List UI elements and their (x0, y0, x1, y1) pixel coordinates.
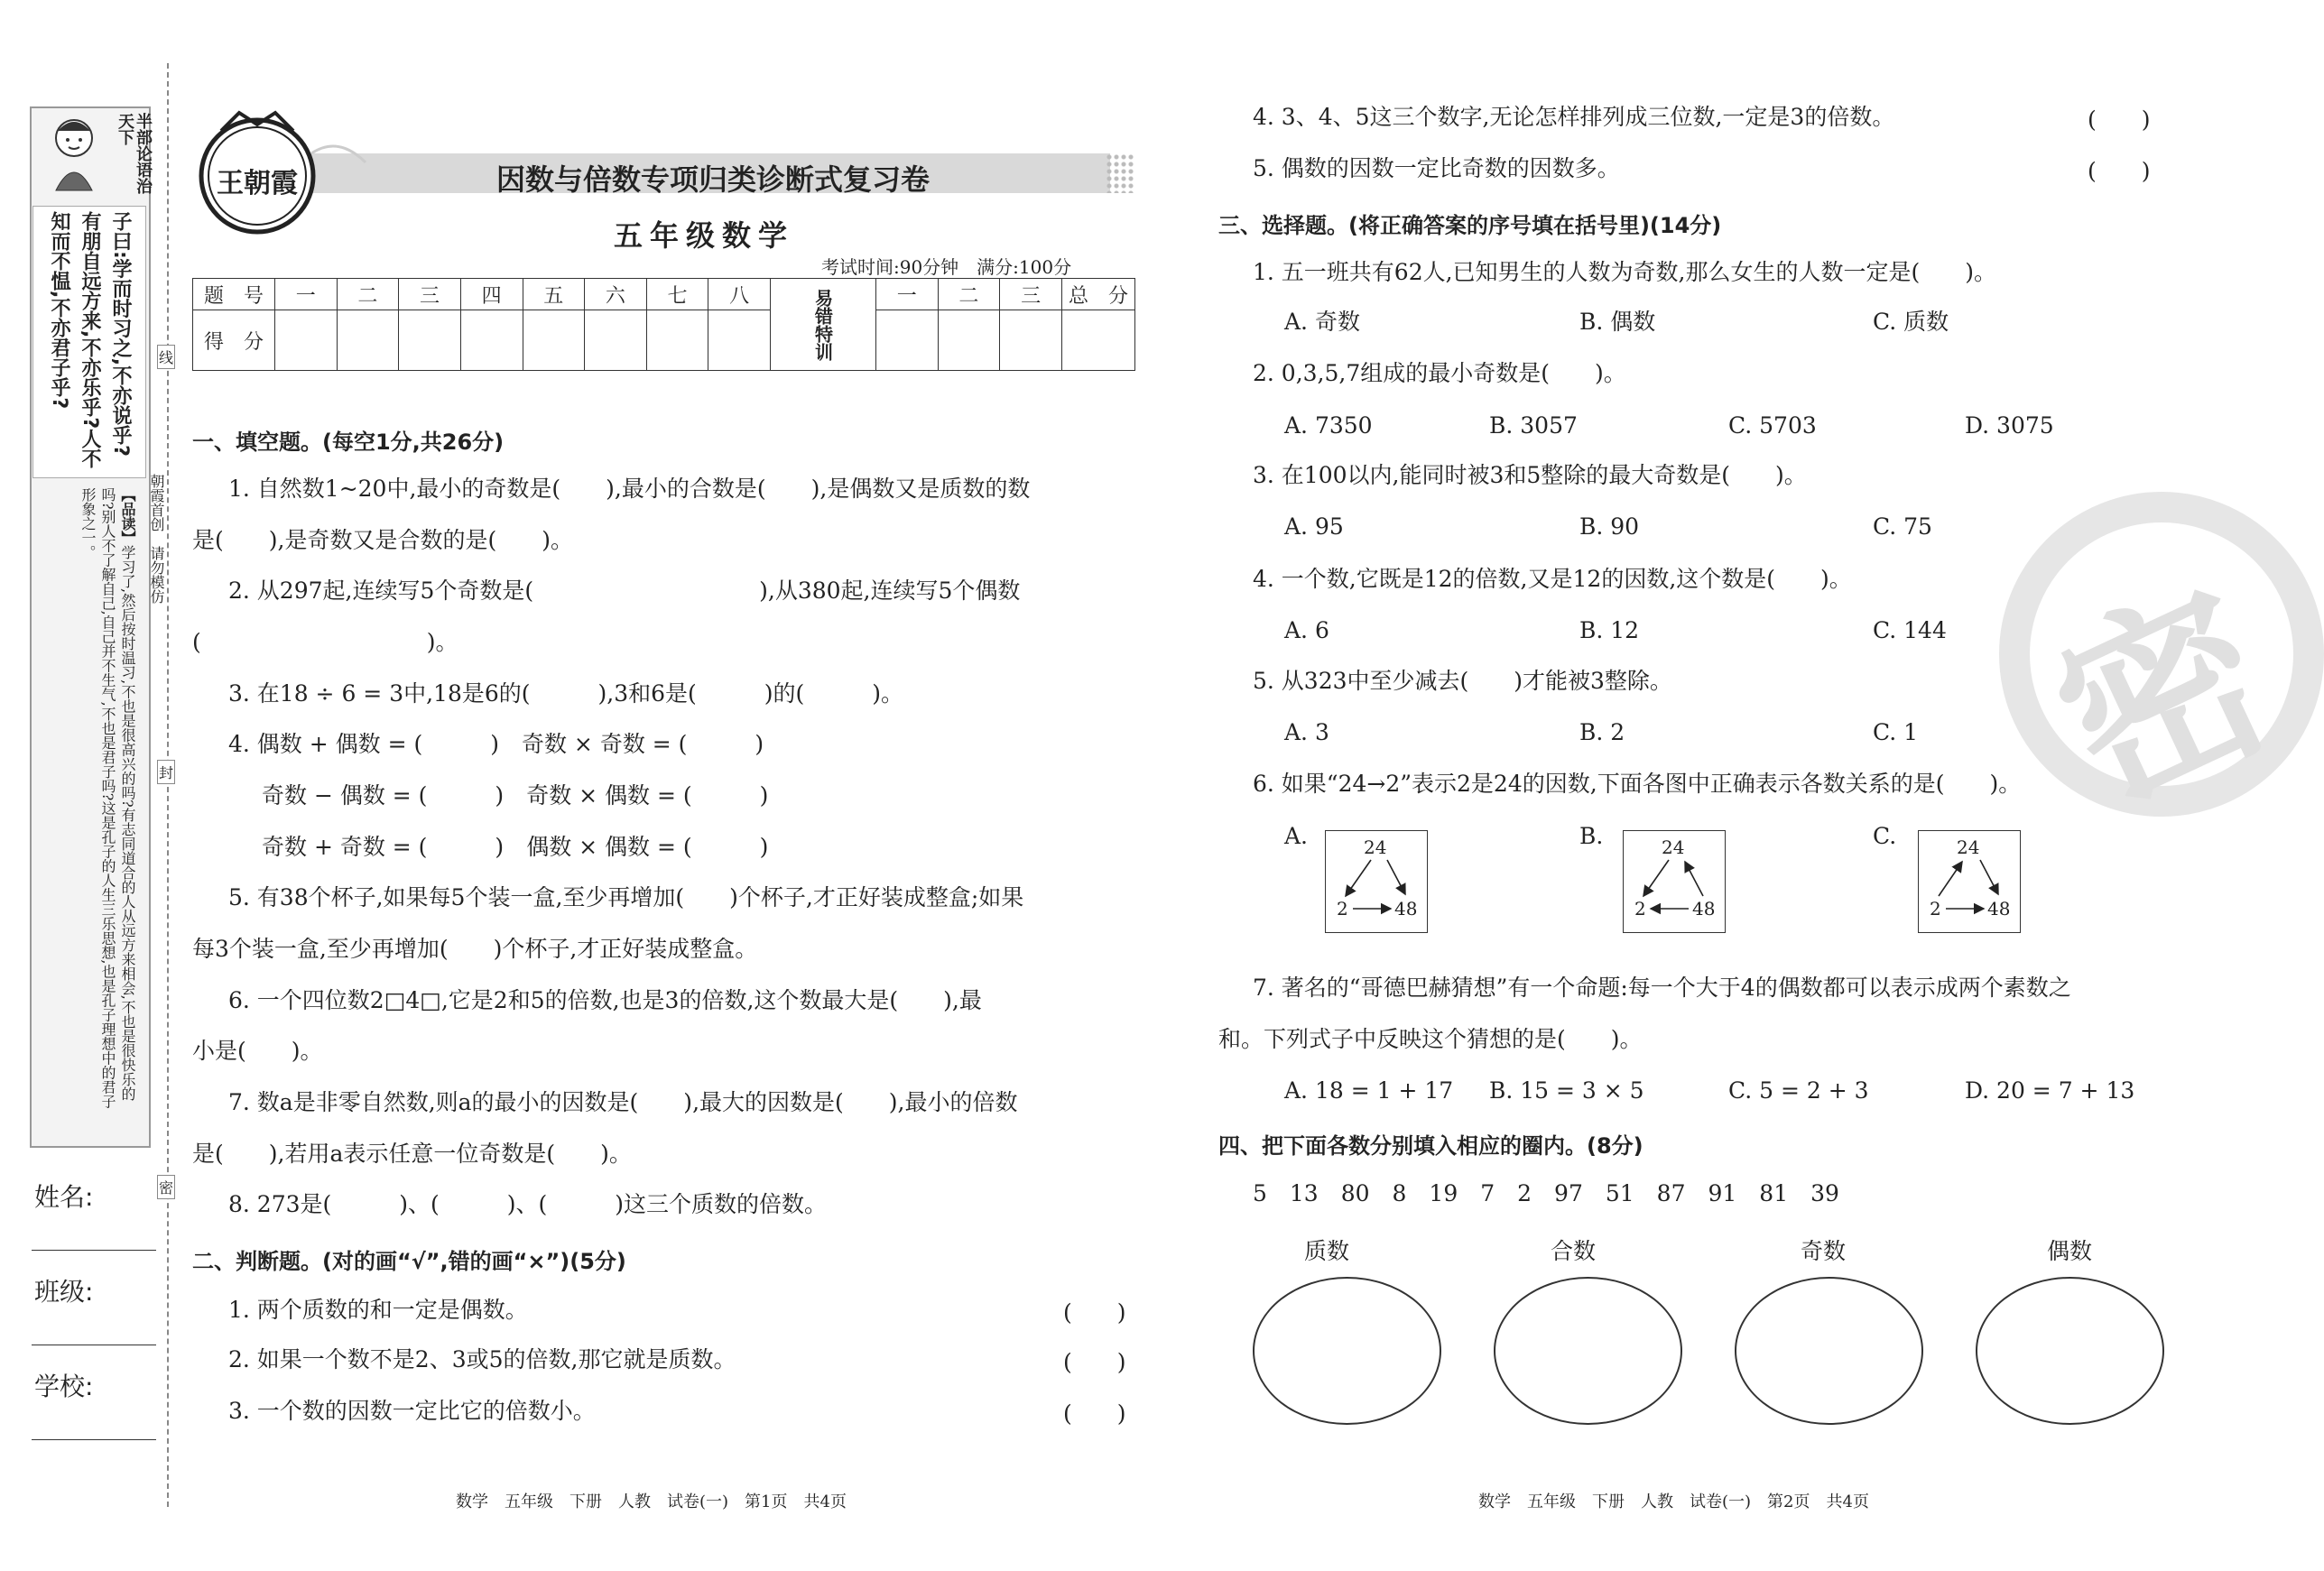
score-header-cell: 易错特训 (771, 279, 876, 371)
s3-q7-opt-a[interactable]: A. 18 = 1 + 17 (1284, 1077, 1454, 1104)
score-header-cell: 六 (585, 279, 647, 310)
diagram-a-left: 2 (1337, 898, 1348, 919)
s1-q2b: ( )。 (192, 629, 458, 655)
s3-q1-opt-b[interactable]: B. 偶数 (1579, 309, 1656, 335)
s3-q6-opt-b[interactable]: B. (1579, 823, 1604, 849)
school-field[interactable] (32, 1439, 156, 1440)
s2-answer-5[interactable]: ( ) (2088, 158, 2151, 184)
diagram-c (1918, 830, 2021, 933)
confucius-quote: 子曰:学而时习之,不亦说乎?有朋自远方来,不亦乐乎?人不知而不愠,不亦君子乎? (48, 211, 132, 469)
s2-item-2: 2. 如果一个数不是2、3或5的倍数,那它就是质数。 (228, 1346, 736, 1372)
s2-answer-2[interactable]: ( ) (1063, 1349, 1126, 1375)
s1-q1a: 1. 自然数1~20中,最小的奇数是( ),最小的合数是( ),是偶数又是质数的数 (228, 476, 1031, 502)
s3-q2-opt-b[interactable]: B. 3057 (1489, 412, 1578, 439)
s3-q7b: 和。下列式子中反映这个猜想的是( )。 (1218, 1026, 1643, 1052)
score-header-cell: 三 (1000, 279, 1062, 310)
score-header-cell: 五 (523, 279, 585, 310)
s3-q4-opt-b[interactable]: B. 12 (1579, 617, 1640, 643)
s1-q4c: 奇数 + 奇数 = ( ) 偶数 × 偶数 = ( ) (262, 834, 769, 860)
score-header-cell: 题 号 (193, 279, 275, 310)
score-header-cell: 二 (337, 279, 399, 310)
s2-item-5: 5. 偶数的因数一定比奇数的因数多。 (1253, 155, 1620, 181)
section4-title: 四、把下面各数分别填入相应的圈内。(8分) (1218, 1133, 1643, 1159)
s2-item-3: 3. 一个数的因数一定比它的倍数小。 (228, 1398, 596, 1424)
s1-q7b: 是( ),若用a表示任意一位奇数是( )。 (192, 1141, 632, 1167)
diagram-a-top: 24 (1364, 836, 1387, 858)
circle-label-even: 偶数 (2046, 1238, 2092, 1264)
footer-right: 数学 五年级 下册 人教 试卷(一) 第2页 共4页 (1478, 1492, 1869, 1511)
s3-q1-opt-c[interactable]: C. 质数 (1873, 309, 1949, 335)
score-cell[interactable] (1062, 310, 1135, 371)
s3-q7-opt-c[interactable]: C. 5 = 2 + 3 (1728, 1077, 1869, 1104)
subtitle: 五年级数学 (613, 218, 794, 253)
cut-mark-3: 密 (157, 1175, 175, 1199)
s3-q2-opt-d[interactable]: D. 3075 (1965, 412, 2054, 439)
s1-q5b: 每3个装一盒,至少再增加( )个杯子,才正好装成整盒。 (192, 936, 758, 962)
score-cell[interactable] (523, 310, 585, 371)
s3-q4: 4. 一个数,它既是12的倍数,又是12的因数,这个数是( )。 (1253, 566, 1852, 592)
score-header-cell: 一 (876, 279, 939, 310)
s1-q3: 3. 在18 ÷ 6 = 3中,18是6的( ),3和6是( )的( )。 (228, 680, 904, 707)
circle-even[interactable] (1976, 1277, 2164, 1425)
s1-q6a: 6. 一个四位数2□4□,它是2和5的倍数,也是3的倍数,这个数最大是( ),最 (228, 987, 982, 1013)
score-header-cell: 总 分 (1062, 279, 1135, 310)
s1-q5a: 5. 有38个杯子,如果每5个装一盒,至少再增加( )个杯子,才正好装成整盒;如果 (228, 884, 1024, 910)
mascot-avatar (38, 113, 110, 194)
s1-q4a: 4. 偶数 + 偶数 = ( ) 奇数 × 奇数 = ( ) (228, 731, 764, 757)
circle-odd[interactable] (1735, 1277, 1923, 1425)
score-cell[interactable] (275, 310, 338, 371)
s2-answer-4[interactable]: ( ) (2088, 106, 2151, 133)
class-label: 班级: (34, 1277, 94, 1307)
diagram-b-right: 48 (1692, 898, 1716, 919)
diagram-c-right: 48 (1987, 898, 2011, 919)
s3-q6-opt-c[interactable]: C. (1873, 823, 1897, 849)
s1-q1b: 是( ),是奇数又是合数的是( )。 (192, 527, 573, 553)
s3-q5: 5. 从323中至少减去( )才能被3整除。 (1253, 668, 1672, 694)
reading-label: 【品读】 (119, 487, 136, 545)
s3-q3-opt-b[interactable]: B. 90 (1579, 513, 1640, 540)
s3-q5-opt-b[interactable]: B. 2 (1579, 719, 1625, 745)
diagram-a-right: 48 (1394, 898, 1418, 919)
s1-q8: 8. 273是( )、( )、( )这三个质数的倍数。 (228, 1191, 828, 1217)
reading-text: 【品读】学习了,然后按时温习,不也是很高兴的吗?有志同道合的人从远方来相会,不也是很快乐的吗?别人不了解自己,自己并不生气,不也是君子吗?这是孔子的人生三乐思想,也是孔子理想中的君子形象之一。 (79, 487, 136, 1109)
s1-q4b: 奇数 − 偶数 = ( ) 奇数 × 偶数 = ( ) (262, 782, 769, 809)
s3-q2: 2. 0,3,5,7组成的最小奇数是( )。 (1253, 360, 1626, 386)
school-label: 学校: (34, 1372, 94, 1401)
diagram-b-top: 24 (1662, 836, 1685, 858)
score-header-cell: 八 (708, 279, 771, 310)
s3-q7-opt-d[interactable]: D. 20 = 7 + 13 (1965, 1077, 2135, 1104)
exam-info: 考试时间:90分钟 满分:100分 (821, 256, 1072, 278)
score-cell[interactable] (399, 310, 461, 371)
s3-q4-opt-a[interactable]: A. 6 (1284, 617, 1329, 643)
score-header-cell: 一 (275, 279, 338, 310)
circle-label-odd: 奇数 (1800, 1238, 1846, 1264)
score-row (193, 310, 1135, 371)
section1-title: 一、填空题。(每空1分,共26分) (192, 430, 505, 455)
s3-q6-opt-a[interactable]: A. (1284, 823, 1309, 849)
score-table (192, 278, 1135, 371)
score-cell[interactable] (646, 310, 708, 371)
title-band-dots (1106, 153, 1134, 193)
page-title: 因数与倍数专项归类诊断式复习卷 (495, 162, 930, 197)
name-label: 姓名: (34, 1182, 94, 1212)
s2-answer-3[interactable]: ( ) (1063, 1400, 1126, 1427)
sidebar-badge: 半部论语治天下 (116, 113, 153, 194)
score-header-cell: 二 (938, 279, 1000, 310)
s2-item-4: 4. 3、4、5这三个数字,无论怎样排列成三位数,一定是3的倍数。 (1253, 104, 1895, 130)
s2-item-1: 1. 两个质数的和一定是偶数。 (228, 1297, 528, 1323)
score-cell[interactable] (1000, 310, 1062, 371)
s2-answer-1[interactable]: ( ) (1063, 1299, 1126, 1326)
s3-q7-opt-b[interactable]: B. 15 = 3 × 5 (1489, 1077, 1644, 1104)
s3-q3: 3. 在100以内,能同时被3和5整除的最大奇数是( )。 (1253, 462, 1807, 488)
s1-q6b: 小是( )。 (192, 1038, 323, 1064)
name-field[interactable] (32, 1250, 156, 1251)
s4-numbers: 5 13 80 8 19 7 2 97 51 87 91 81 39 (1253, 1180, 1839, 1206)
copyright-note: 朝霞首创 请勿模仿 (148, 474, 165, 604)
diagram-c-top: 24 (1957, 836, 1980, 858)
s3-q3-opt-a[interactable]: A. 95 (1284, 513, 1344, 540)
s3-q2-opt-a[interactable]: A. 7350 (1284, 412, 1373, 439)
s3-q1-opt-a[interactable]: A. 奇数 (1284, 309, 1360, 335)
score-header-cell: 七 (646, 279, 708, 310)
score-header-cell: 四 (460, 279, 523, 310)
score-cell[interactable] (876, 310, 939, 371)
diagram-a (1325, 830, 1428, 933)
circle-label-composite: 合数 (1550, 1238, 1596, 1264)
cut-mark-2: 封 (157, 760, 175, 784)
s3-q2-opt-c[interactable]: C. 5703 (1728, 412, 1817, 439)
diagram-b (1623, 830, 1726, 933)
s3-q3-opt-c[interactable]: C. 75 (1873, 513, 1932, 540)
score-row-label: 得 分 (193, 310, 275, 371)
circle-label-prime: 质数 (1303, 1238, 1349, 1264)
diagram-b-left: 2 (1634, 898, 1646, 919)
circle-prime[interactable] (1253, 1277, 1441, 1425)
logo (185, 99, 329, 244)
score-cell[interactable] (337, 310, 399, 371)
cut-line (167, 63, 169, 1507)
footer-left: 数学 五年级 下册 人教 试卷(一) 第1页 共4页 (456, 1492, 847, 1511)
s3-q1: 1. 五一班共有62人,已知男生的人数为奇数,那么女生的人数一定是( )。 (1253, 259, 1997, 285)
score-cell[interactable] (460, 310, 523, 371)
section3-title: 三、选择题。(将正确答案的序号填在括号里)(14分) (1218, 213, 1722, 238)
s3-q5-opt-c[interactable]: C. 1 (1873, 719, 1919, 745)
s1-q2a: 2. 从297起,连续写5个奇数是( ),从380起,连续写5个偶数 (228, 578, 1021, 604)
s1-q7a: 7. 数a是非零自然数,则a的最小的因数是( ),最大的因数是( ),最小的倍数 (228, 1089, 1018, 1115)
stamp-text: 密 (2024, 551, 2302, 846)
s3-q5-opt-a[interactable]: A. 3 (1284, 719, 1329, 745)
score-cell[interactable] (938, 310, 1000, 371)
section2-title: 二、判断题。(对的画“√”,错的画“×”)(5分) (192, 1249, 626, 1274)
score-cell[interactable] (585, 310, 647, 371)
stamp-watermark (1999, 492, 2324, 846)
logo-text: 王朝霞 (217, 168, 298, 199)
cut-mark-1: 线 (157, 345, 175, 369)
circle-composite[interactable] (1494, 1277, 1682, 1425)
s3-q4-opt-c[interactable]: C. 144 (1873, 617, 1947, 643)
s3-q7a: 7. 著名的“哥德巴赫猜想”有一个命题:每一个大于4的偶数都可以表示成两个素数之 (1253, 975, 2071, 1001)
score-cell[interactable] (708, 310, 771, 371)
s3-q6: 6. 如果“24→2”表示2是24的因数,下面各图中正确表示各数关系的是( )。 (1253, 771, 2022, 797)
diagram-c-left: 2 (1930, 898, 1941, 919)
reading-box (47, 487, 137, 1137)
score-header-row (193, 279, 1135, 310)
score-header-cell: 三 (399, 279, 461, 310)
